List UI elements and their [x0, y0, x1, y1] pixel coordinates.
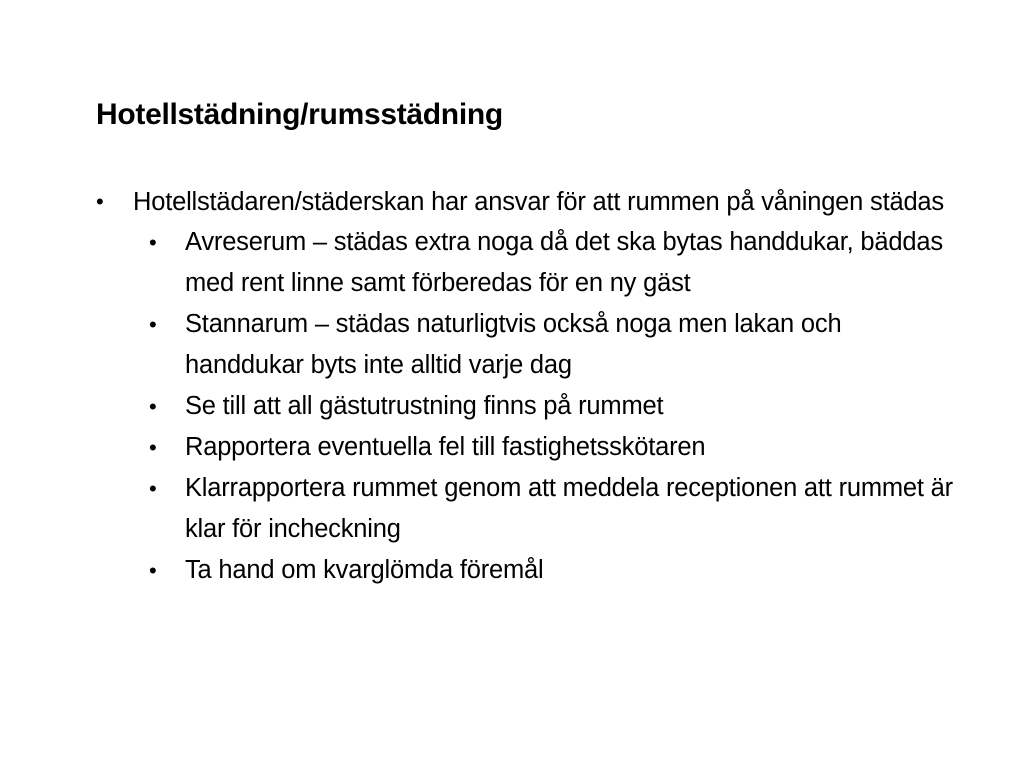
sub-list-item-text: Avreserum – städas extra noga då det ska bytas handdukar, bäddas med rent linne samt förberedas för en ny gäst — [185, 228, 943, 297]
sub-list-item — [147, 386, 956, 427]
bullet-icon: • — [149, 394, 157, 419]
sub-list-item — [147, 222, 956, 304]
list-item-main — [96, 182, 956, 591]
bullet-icon: • — [149, 558, 157, 583]
sub-list-item-text: Ta hand om kvarglömda föremål — [185, 556, 544, 584]
sub-list-item-text: Stannarum – städas naturligtvis också noga men lakan och handdukar byts inte alltid varje dag — [185, 310, 842, 379]
sub-list-item-text: Rapportera eventuella fel till fastighetsskötaren — [185, 433, 706, 461]
sub-list-item — [147, 427, 956, 468]
bullet-icon: • — [149, 312, 157, 337]
sub-list-item — [147, 468, 956, 550]
sub-list-item — [147, 550, 956, 591]
bullet-icon: • — [149, 476, 157, 501]
bullet-list — [96, 182, 956, 591]
sub-list-item — [147, 304, 956, 386]
bullet-icon: • — [96, 189, 104, 214]
bullet-icon: • — [149, 230, 157, 255]
sub-bullet-list — [147, 222, 956, 591]
sub-list-item-text: Se till att all gästutrustning finns på rummet — [185, 392, 664, 420]
slide-content — [96, 182, 956, 591]
sub-list-item-text: Klarrapportera rummet genom att meddela receptionen att rummet är klar för incheckning — [185, 474, 953, 543]
slide-title: Hotellstädning/rumsstädning — [96, 98, 503, 131]
bullet-icon: • — [149, 435, 157, 460]
list-item-text: Hotellstädaren/städerskan har ansvar för att rummen på våningen städas — [133, 188, 944, 216]
